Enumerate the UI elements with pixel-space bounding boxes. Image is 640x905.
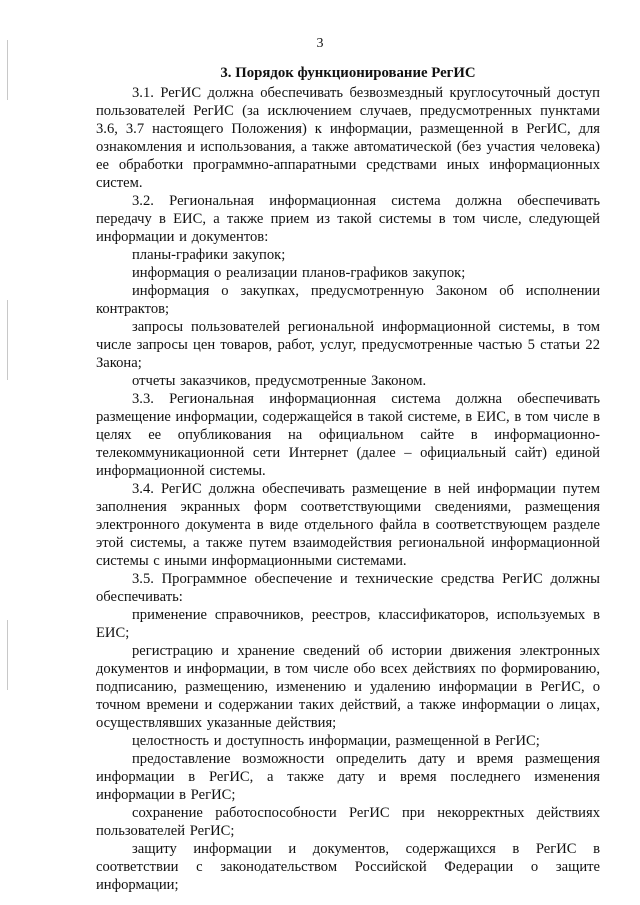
scan-edge-mark <box>7 620 8 690</box>
paragraph: 3.5. Программное обеспечение и технические средства РегИС должны обеспечивать: <box>96 571 600 605</box>
list-item: предоставление возможности определить дату и время размещения информации в РегИС, а также дату и время последнего изменения информации в РегИС; <box>96 751 600 803</box>
paragraph: 3.2. Региональная информационная система должна обеспечивать передачу в ЕИС, а также прием из такой системы в том числе, следующей информации и документов: <box>96 193 600 245</box>
scan-edge-mark <box>7 300 8 380</box>
list-item: сохранение работоспособности РегИС при некорректных действиях пользователей РегИС; <box>96 805 600 839</box>
section-heading: 3. Порядок функционирование РегИС <box>220 65 476 81</box>
paragraph: 3.4. РегИС должна обеспечивать размещение в ней информации путем заполнения экранных форм соответствующими сведениями, размещения электронного документа в виде отдельного файла в соответствующем разделе этой системы, а также путем взаимодействия региональной информационной системы с иными информационными системами. <box>96 481 600 569</box>
list-item: информация о закупках, предусмотренную Законом об исполнении контрактов; <box>96 283 600 317</box>
paragraph: 3.1. РегИС должна обеспечивать безвозмездный круглосуточный доступ пользователей РегИС (за исключением случаев, предусмотренных пунктами 3.6, 3.7 настоящего Положения) к информации, размещенной в РегИС, для ознакомления и использования, а также автоматической (без участия человека) ее обработки программно-аппаратными средствами иных информационных систем. <box>96 85 600 191</box>
page-number: 3 <box>316 36 324 51</box>
list-item: запросы пользователей региональной информационной системы, в том числе запросы цен товаров, работ, услуг, предусмотренные частью 5 статьи 22 Закона; <box>96 319 600 371</box>
list-item: планы-графики закупок; <box>132 247 286 263</box>
list-item: информация о реализации планов-графиков закупок; <box>132 265 466 281</box>
list-item: защиту информации и документов, содержащихся в РегИС в соответствии с законодательством Российской Федерации о защите информации; <box>96 841 600 893</box>
paragraph: 3.3. Региональная информационная система должна обеспечивать размещение информации, содержащейся в такой системе, в ЕИС, в том числе в целях ее опубликования на официальном сайте в информационно-телекоммуникационной сети Интернет (далее – официальный сайт) единой информационной системы. <box>96 391 600 479</box>
list-item: применение справочников, реестров, классификаторов, используемых в ЕИС; <box>96 607 600 641</box>
list-item: целостность и доступность информации, размещенной в РегИС; <box>132 733 540 749</box>
list-item: регистрацию и хранение сведений об истории движения электронных документов и информации, в том числе обо всех действиях по формированию, подписанию, размещению, изменению и удалению информации в РегИС, о точном времени и содержании таких действий, а также информации о лицах, осуществлявших указанные действия; <box>96 643 600 731</box>
document-body <box>96 64 600 894</box>
list-item: отчеты заказчиков, предусмотренные Законом. <box>132 373 427 389</box>
